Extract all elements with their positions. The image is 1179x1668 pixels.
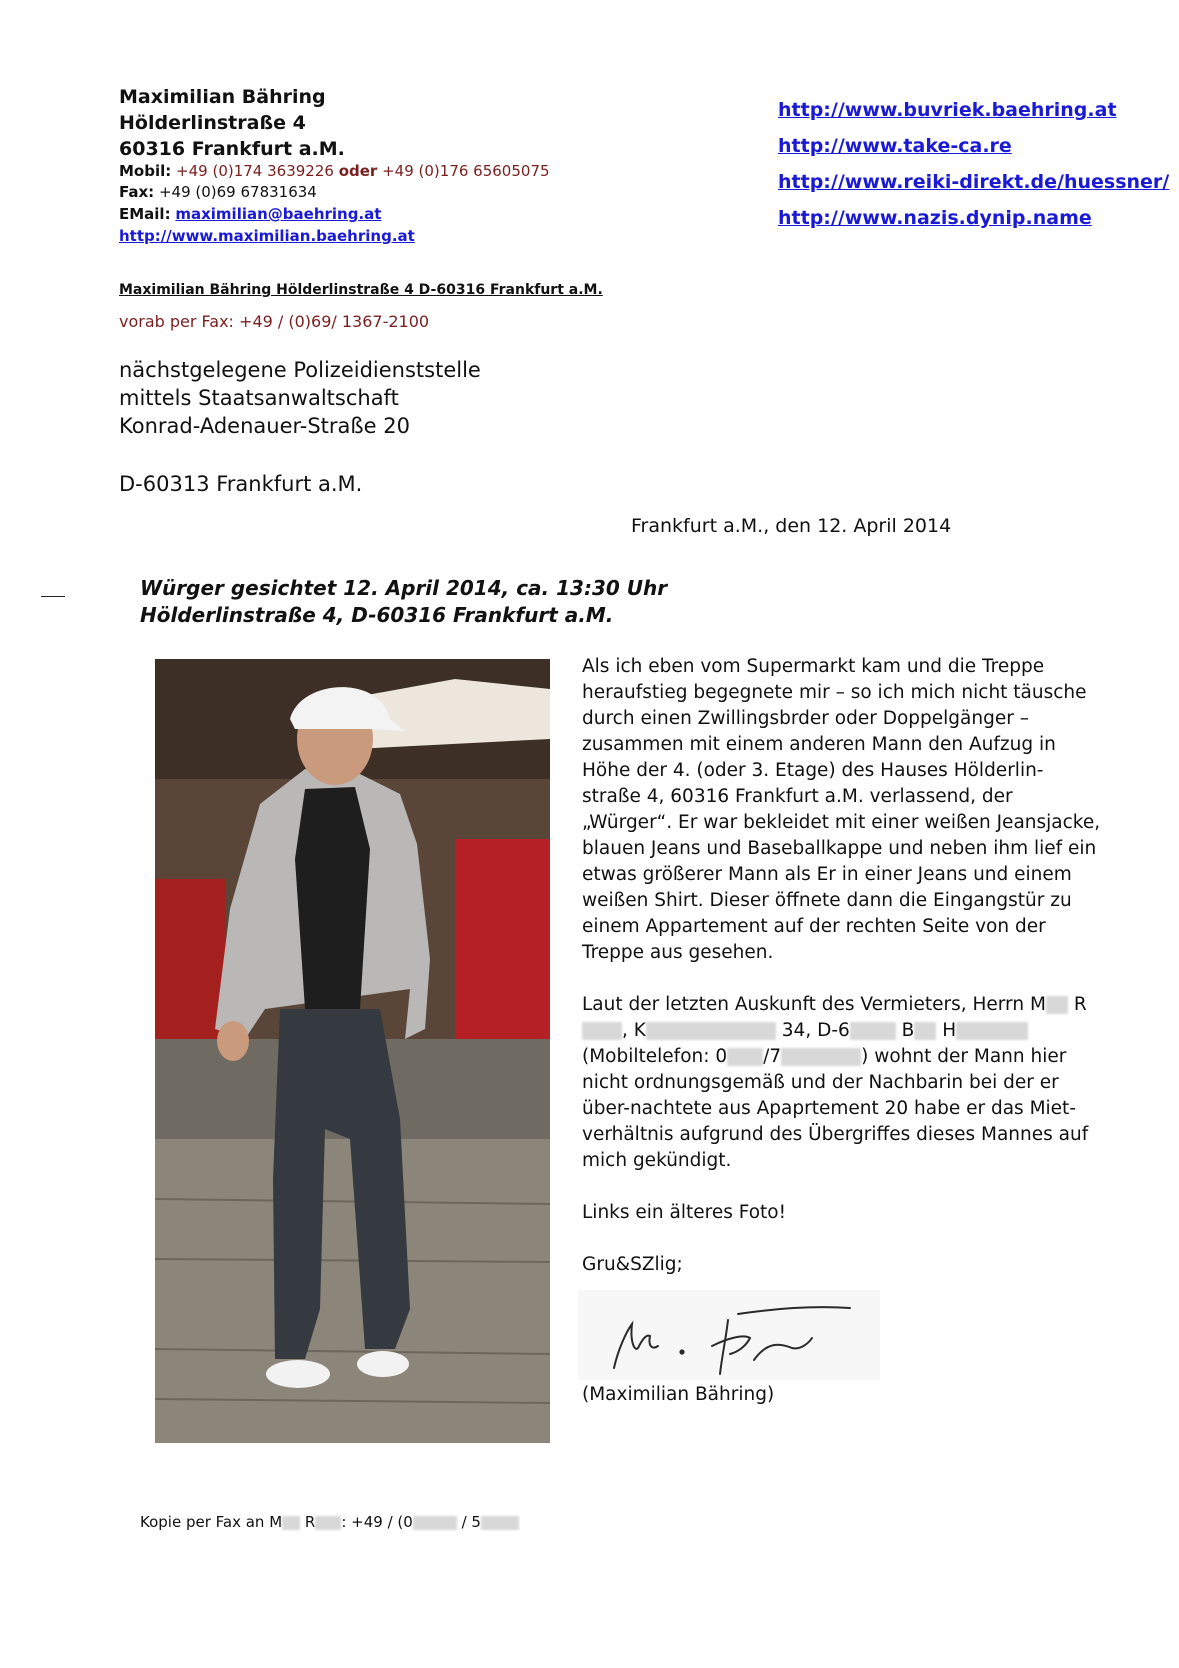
redaction [956, 1022, 1028, 1040]
recipient-line-3: Konrad-Adenauer-Straße 20 [119, 414, 410, 438]
mobile-number-1: +49 (0)174 3639226 [176, 162, 334, 180]
redaction [914, 1022, 936, 1040]
letter-date: Frankfurt a.M., den 12. April 2014 [631, 515, 952, 537]
copy-part-a: Kopie per Fax an M [140, 1513, 283, 1531]
copy-part-b: R [300, 1513, 316, 1531]
email-line [119, 204, 381, 225]
redaction [727, 1048, 763, 1066]
body-paragraph-4: Gru&SZlig; [582, 1254, 683, 1275]
sender-street: Hölderlinstraße 4 [119, 112, 306, 134]
sender-city: 60316 Frankfurt a.M. [119, 138, 345, 160]
fax-line [119, 182, 317, 203]
subject [140, 575, 667, 629]
body-p2-part-d: 34, D-6 [775, 1020, 850, 1041]
sender-name: Maximilian Bähring [119, 86, 326, 108]
copy-notice [140, 1513, 519, 1531]
fax-number: +49 (0)69 67831634 [158, 183, 317, 201]
signature-name: (Maximilian Bähring) [582, 1384, 775, 1405]
mobile-label: Mobil: [119, 162, 172, 180]
fax-notice-number: +49 / (0)69/ 1367-2100 [239, 312, 430, 331]
body-p2-part-e: B [895, 1020, 915, 1041]
redaction [1046, 996, 1068, 1014]
redaction [481, 1516, 519, 1530]
or-word: oder [338, 162, 378, 180]
redaction [850, 1022, 896, 1040]
return-address: Maximilian Bähring Hölderlinstraße 4 D-60316 Frankfurt a.M. [119, 282, 603, 298]
fold-mark [41, 596, 65, 597]
link-nazis[interactable]: http://www.nazis.dynip.name [778, 207, 1092, 229]
body-paragraph-1: Als ich eben vom Supermarkt kam und die Treppe heraufstieg begegnete mir – so ich mich nicht täusche durch einen Zwillingsbrder oder Doppelgänger – zusammen mit einem anderen Mann den Aufzug in Höhe der 4. (oder 3. Etage) des Hauses Hölderlin-straße 4, 60316 Frankfurt a.M. verlassend, der „Würger“. Er war bekleidet mit einer weißen Jeansjacke, blauen Jeans und Baseballkappe und neben ihm lief ein etwas größerer Mann als Er in einer Jeans und einem weißen Shirt. Dieser öffnete dann die Eingangstür zu einem Appartement auf der rechten Seite von der Treppe aus gesehen. [582, 656, 1101, 963]
copy-part-d: / 5 [456, 1513, 481, 1531]
body-p2-part-g: (Mobiltelefon: 0 [582, 1046, 728, 1067]
redaction [646, 1022, 776, 1040]
recipient-line-1: nächstgelegene Polizeidienststelle [119, 358, 481, 382]
body-p2-part-f: H [936, 1020, 957, 1041]
redaction [282, 1516, 300, 1530]
recipient-city: D-60313 Frankfurt a.M. [119, 472, 363, 496]
fax-notice [119, 312, 429, 331]
recipient-address [119, 356, 481, 440]
body-p2-part-i: ) wohnt der Mann hier nicht ordnungsgemäß und der Nachbarin bei der er über-nachtete aus Apaprtement 20 habe er das Miet-verhältnis aufgrund des Übergriffes dieses Mannes auf mich gekündigt. [582, 1046, 1089, 1171]
website-line [119, 226, 415, 247]
link-reiki[interactable]: http://www.reiki-direkt.de/huessner/ [778, 171, 1170, 193]
photo [155, 659, 550, 1443]
link-buvriek[interactable]: http://www.buvriek.baehring.at [778, 99, 1117, 121]
body-p2-part-c: , K [622, 1020, 646, 1041]
body-paragraph-2 [582, 992, 1102, 1174]
redaction [413, 1516, 457, 1530]
mobile-line [119, 161, 550, 182]
body-paragraph-3: Links ein älteres Foto! [582, 1202, 787, 1223]
mobile-number-2: +49 (0)176 65605075 [382, 162, 550, 180]
link-list [778, 92, 1169, 236]
letter-body [582, 654, 1102, 1304]
redaction [582, 1022, 622, 1040]
subject-line-1: Würger gesichtet 12. April 2014, ca. 13:30 Uhr [140, 576, 668, 600]
fax-label: Fax: [119, 183, 155, 201]
fax-notice-label: vorab per Fax: [119, 312, 234, 331]
subject-line-2: Hölderlinstraße 4, D-60316 Frankfurt a.M. [140, 603, 614, 627]
email-link[interactable]: maximilian@baehring.at [175, 205, 382, 223]
recipient-line-2: mittels Staatsanwaltschaft [119, 386, 399, 410]
body-p2-part-h: /7 [763, 1046, 782, 1067]
website-link[interactable]: http://www.maximilian.baehring.at [119, 227, 415, 245]
copy-part-c: : +49 / (0 [341, 1513, 413, 1531]
body-p2-part-b: R [1073, 994, 1087, 1015]
signature-image [578, 1290, 880, 1380]
redaction [781, 1048, 861, 1066]
link-take-care[interactable]: http://www.take-ca.re [778, 135, 1012, 157]
redaction [315, 1516, 341, 1530]
email-label: EMail: [119, 205, 171, 223]
body-p2-part-a: Laut der letzten Auskunft des Vermieters, Herrn M [582, 994, 1046, 1015]
